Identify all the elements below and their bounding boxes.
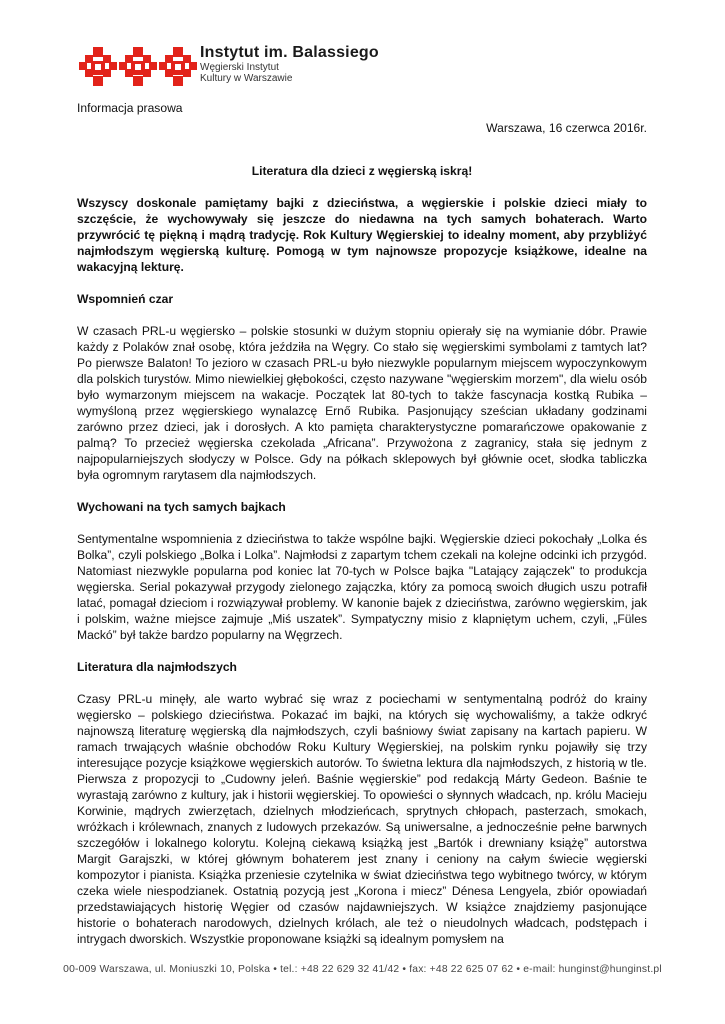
logo-subtitle-line2: Kultury w Warszawie bbox=[200, 73, 293, 84]
press-release-body bbox=[77, 100, 647, 947]
section-paragraph: W czasach PRL-u węgiersko – polskie stosunki w dużym stopniu opierały się na wymianie dóbr. Prawie każdy z Polaków znał osobę, która jeździła na Węgry. Co stało się węgierskimi symbolami z tamtych lat? Po pierwsze Balaton! To jezioro w czasach PRL-u było niezwykle popularnym miejscem wypoczynkowym dla polskich turystów. Mimo niewielkiej głębokości, często nazywane "węgierskim morzem", dla wielu osób było wymarzonym miejscem na wakacje. Początek lat 80-tych to także fascynacja kostką Rubika – wymyśloną przez węgierskiego wynalazcę Ernő Rubika. Pasjonujący sześcian układany godzinami zarówno przez dzieci, jak i dorosłych. A kto pamięta charakterystyczne pomarańczowe opakowanie z palmą? To przecież węgierska czekolada „Africana”. Przywożona z zagranicy, stała się jednym z najpopularniejszych słodyczy w Polsce. Gdy na półkach sklepowych był głównie ocet, słodka tabliczka była ogromnym rarytasem dla najmłodszych. bbox=[77, 324, 647, 482]
logo-title: Instytut im. Balassiego bbox=[200, 44, 379, 61]
section-heading: Literatura dla najmłodszych bbox=[77, 660, 237, 674]
article-title: Literatura dla dzieci z węgierską iskrą! bbox=[251, 164, 473, 178]
folk-pattern-logo-icon bbox=[79, 44, 197, 89]
logo-subtitle-line1: Węgierski Instytut bbox=[200, 62, 279, 73]
institute-logo bbox=[79, 44, 379, 89]
article-lead: Wszyscy doskonale pamiętamy bajki z dzieciństwa, a węgierskie i polskie dzieci miały to szczęście, że wychowywały się jeszcze do niedawna na tych samych bohaterach. Warto przywrócić tę piękną i mądrą tradycję. Rok Kultury Węgierskiej to idealny moment, aby przybliżyć najmłodszym węgierską kulturę. Pomogą w tym najnowsze propozycje książkowe, idealne na wakacyjną lekturę. bbox=[77, 196, 647, 274]
section-heading: Wychowani na tych samych bajkach bbox=[77, 500, 286, 514]
section-paragraph: Czasy PRL-u minęły, ale warto wybrać się wraz z pociechami w sentymentalną podróż do krainy węgiersko – polskiego dzieciństwa. Pokazać im bajki, na których się wychowaliśmy, a także odkryć najnowszą literaturę węgierską dla najmłodszych, czyli baśniowy świat zapisany na kartach papieru. W ramach trwających właśnie obchodów Roku Kultury Węgierskiej, na polskim rynku pojawiły się trzy interesujące pozycje książkowe węgierskich autorów. To świetna lektura dla najmłodszych, z historią w tle. Pierwsza z propozycji to „Cudowny jeleń. Baśnie węgierskie” pod redakcją Márty Gedeon. Baśnie te wyrastają zarówno z kultury, jak i historii węgierskiej. To opowieści o słynnych władcach, np. królu Macieju Korwinie, mądrych zwierzętach, dzielnych młodzieńcach, sprytnych chłopach, pasterzach, smokach, wróżkach i królewnach, znanych z ludowych przekazów. Są uniwersalne, a jednocześnie pełne barwnych szczegółów i lokalnego kolorytu. Kolejną ciekawą książką jest „Bartók i drewniany książę” autorstwa Margit Garajszki, w której głównym bohaterem jest znany i ceniony na całym świecie węgierski kompozytor i pianista. Książka przeniesie czytelnika w świat dzieciństwa tego wybitnego twórcy, w którym czeka wiele niespodzianek. Ostatnią pozycją jest „Korona i miecz” Dénesa Lengyela, zbiór opowiadań przedstawiających historię Węgier od czasów najdawniejszych. W książce znajdziemy pasjonujące historie o bohaterach narodowych, dzielnych królach, ale też o nieudolnych władcach, podstępach i intrygach dworskich. Wszystkie proponowane książki są idealnym pomysłem na bbox=[77, 692, 647, 946]
section-heading: Wspomnień czar bbox=[77, 292, 174, 306]
contact-footer: 00-009 Warszawa, ul. Moniuszki 10, Polska • tel.: +48 22 629 32 41/42 • fax: +48 22 625 07 62 • e-mail: hunginst@hunginst.pl bbox=[63, 964, 662, 975]
section-paragraph: Sentymentalne wspomnienia z dzieciństwa to także wspólne bajki. Węgierskie dzieci pokochały „Lolka és Bolka”, czyli polskiego „Bolka i Lolka”. Najmłodsi z zapartym tchem czekali na kolejne odcinki ich przygód. Natomiast niezwykle popularna pod koniec lat 70-tych w Polsce bajka "Latający zajączek" to produkcja węgierska. Serial pokazywał przygody zielonego zajączka, który za pomocą swoich długich uszu potrafił latać, pomagał dzieciom i rozwiązywał problemy. W kanonie bajek z dzieciństwa, zarówno węgierskim, jak i polskim, ważne miejsce zajmuje „Miś uszatek”. Sympatyczny misio z klapniętym uchem, czyli, „Füles Mackó” był także bardzo popularny na Węgrzech. bbox=[77, 532, 647, 642]
release-date: Warszawa, 16 czerwca 2016r. bbox=[486, 121, 647, 135]
press-release-label: Informacja prasowa bbox=[77, 101, 183, 115]
